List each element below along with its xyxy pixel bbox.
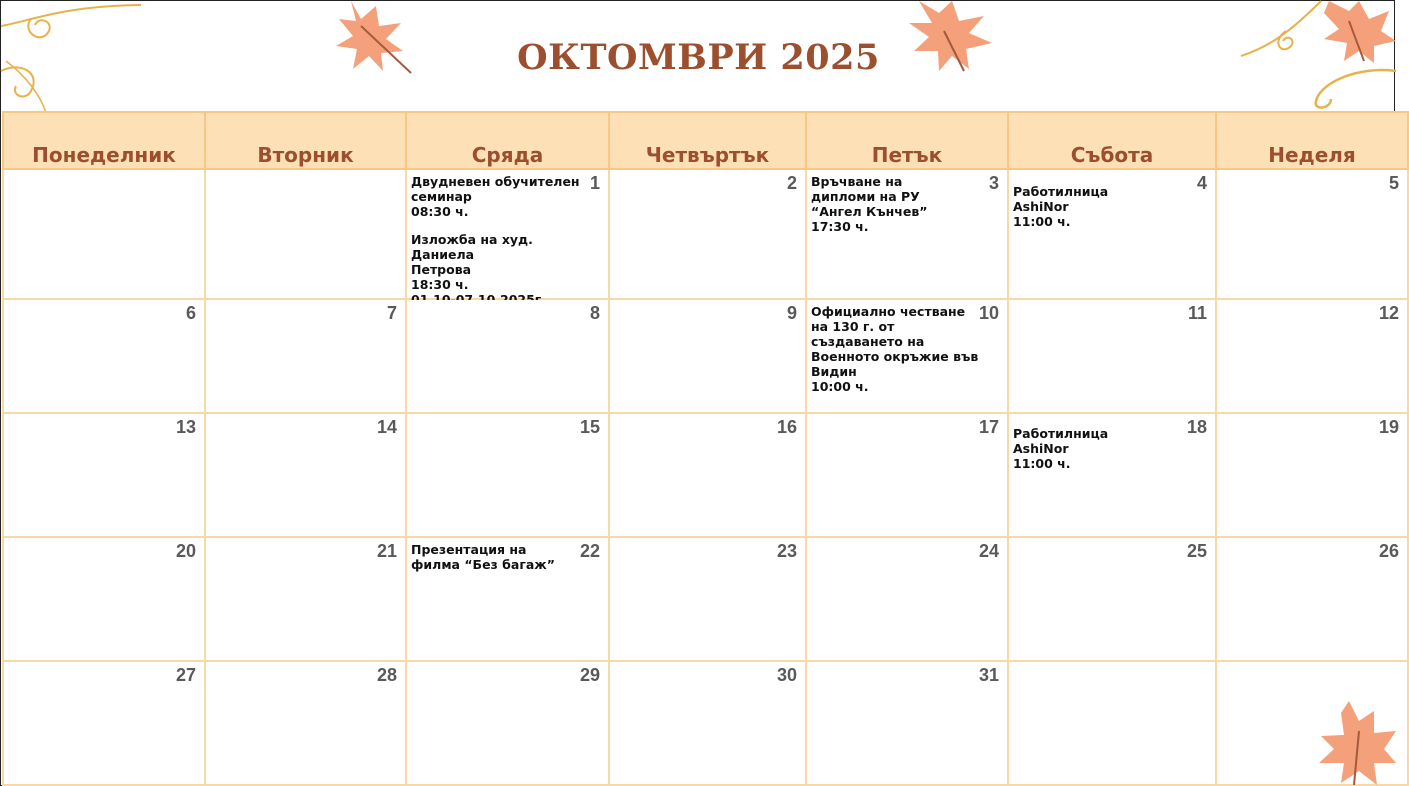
day-cell[interactable] (1008, 169, 1216, 299)
day-number: 2 (786, 173, 797, 193)
day-cell[interactable] (609, 299, 806, 413)
event-text[interactable]: Двудневен обучителен семинар 08:30 ч. (411, 174, 580, 219)
day-number: 9 (786, 303, 797, 323)
day-cell[interactable] (205, 169, 406, 299)
weekday-header: Вторник (205, 112, 406, 169)
day-cell[interactable] (406, 169, 609, 299)
event-list (1013, 426, 1191, 471)
day-number: 20 (175, 541, 196, 561)
day-number: 14 (376, 417, 397, 437)
day-cell[interactable] (205, 537, 406, 661)
day-cell[interactable] (3, 537, 205, 661)
day-number: 29 (579, 665, 600, 685)
day-number: 1 (589, 173, 600, 193)
week-row (3, 537, 1408, 661)
day-number: 11 (1187, 303, 1207, 323)
day-number: 24 (978, 541, 999, 561)
day-number: 19 (1378, 417, 1399, 437)
week-row (3, 413, 1408, 537)
day-cell[interactable] (1216, 169, 1408, 299)
event-text[interactable]: Работилница AshiNor 11:00 ч. (1013, 426, 1109, 471)
day-number: 7 (386, 303, 397, 323)
event-text[interactable]: Официално честване на 130 г. от създаването на Военното окръжие във Видин 10:00 ч. (811, 304, 979, 394)
day-number: 8 (589, 303, 600, 323)
week-row (3, 299, 1408, 413)
day-cell[interactable] (1216, 413, 1408, 537)
day-number: 22 (579, 541, 600, 561)
day-cell[interactable] (1008, 413, 1216, 537)
day-cell[interactable] (806, 537, 1008, 661)
weekday-header: Четвъртък (609, 112, 806, 169)
day-number: 6 (185, 303, 196, 323)
event-list (1013, 184, 1191, 229)
day-number: 16 (776, 417, 797, 437)
day-cell[interactable] (3, 299, 205, 413)
day-cell[interactable] (406, 413, 609, 537)
day-number: 13 (175, 417, 196, 437)
day-cell[interactable] (806, 169, 1008, 299)
day-number: 23 (776, 541, 797, 561)
day-cell[interactable] (1008, 299, 1216, 413)
day-cell[interactable] (609, 169, 806, 299)
weekday-header: Сряда (406, 112, 609, 169)
day-cell[interactable] (1008, 537, 1216, 661)
weekday-header-row (3, 112, 1408, 169)
day-cell[interactable] (806, 413, 1008, 537)
day-number: 28 (376, 665, 397, 685)
day-cell[interactable] (205, 413, 406, 537)
day-cell[interactable] (609, 413, 806, 537)
day-number: 5 (1388, 173, 1399, 193)
day-number: 21 (376, 541, 397, 561)
weekday-header: Петък (806, 112, 1008, 169)
day-number: 4 (1196, 173, 1207, 193)
day-number: 3 (988, 173, 999, 193)
event-list (811, 304, 979, 394)
day-number: 15 (579, 417, 600, 437)
day-cell[interactable] (3, 661, 205, 785)
event-list (411, 542, 584, 572)
day-cell[interactable] (1008, 661, 1216, 785)
maple-leaf-icon (1319, 701, 1396, 785)
day-number: 10 (978, 303, 999, 323)
day-cell[interactable] (406, 537, 609, 661)
day-cell[interactable] (806, 661, 1008, 785)
weekday-header: Неделя (1216, 112, 1408, 169)
weekday-header: Понеделник (3, 112, 205, 169)
day-cell[interactable] (3, 413, 205, 537)
event-list (411, 174, 584, 307)
day-number: 25 (1186, 541, 1207, 561)
day-cell[interactable] (205, 299, 406, 413)
day-cell[interactable] (3, 169, 205, 299)
calendar-body (3, 169, 1408, 785)
day-cell[interactable] (609, 661, 806, 785)
day-cell[interactable] (406, 661, 609, 785)
event-text[interactable]: Връчване на дипломи на РУ “Ангел Кънчев” 17:30 ч. (811, 174, 928, 234)
day-number: 27 (175, 665, 196, 685)
day-cell[interactable] (406, 299, 609, 413)
day-number: 12 (1378, 303, 1399, 323)
weekday-header: Събота (1008, 112, 1216, 169)
day-cell[interactable] (1216, 537, 1408, 661)
day-cell[interactable] (609, 537, 806, 661)
week-row (3, 169, 1408, 299)
day-number: 30 (776, 665, 797, 685)
event-list (811, 174, 983, 234)
day-cell[interactable] (205, 661, 406, 785)
day-number: 31 (978, 665, 999, 685)
day-cell[interactable] (1216, 299, 1408, 413)
day-number: 17 (978, 417, 999, 437)
calendar-grid (2, 111, 1409, 786)
event-text[interactable]: Работилница AshiNor 11:00 ч. (1013, 184, 1109, 229)
week-row (3, 661, 1408, 785)
day-cell[interactable] (806, 299, 1008, 413)
event-text[interactable]: Изложба на худ. Даниела Петрова 18:30 ч. (411, 232, 533, 292)
event-text[interactable]: Презентация на филма “Без багаж” (411, 542, 555, 572)
day-number: 26 (1378, 541, 1399, 561)
calendar-title: ОКТОМВРИ 2025 (517, 37, 880, 78)
day-number: 18 (1186, 417, 1207, 437)
